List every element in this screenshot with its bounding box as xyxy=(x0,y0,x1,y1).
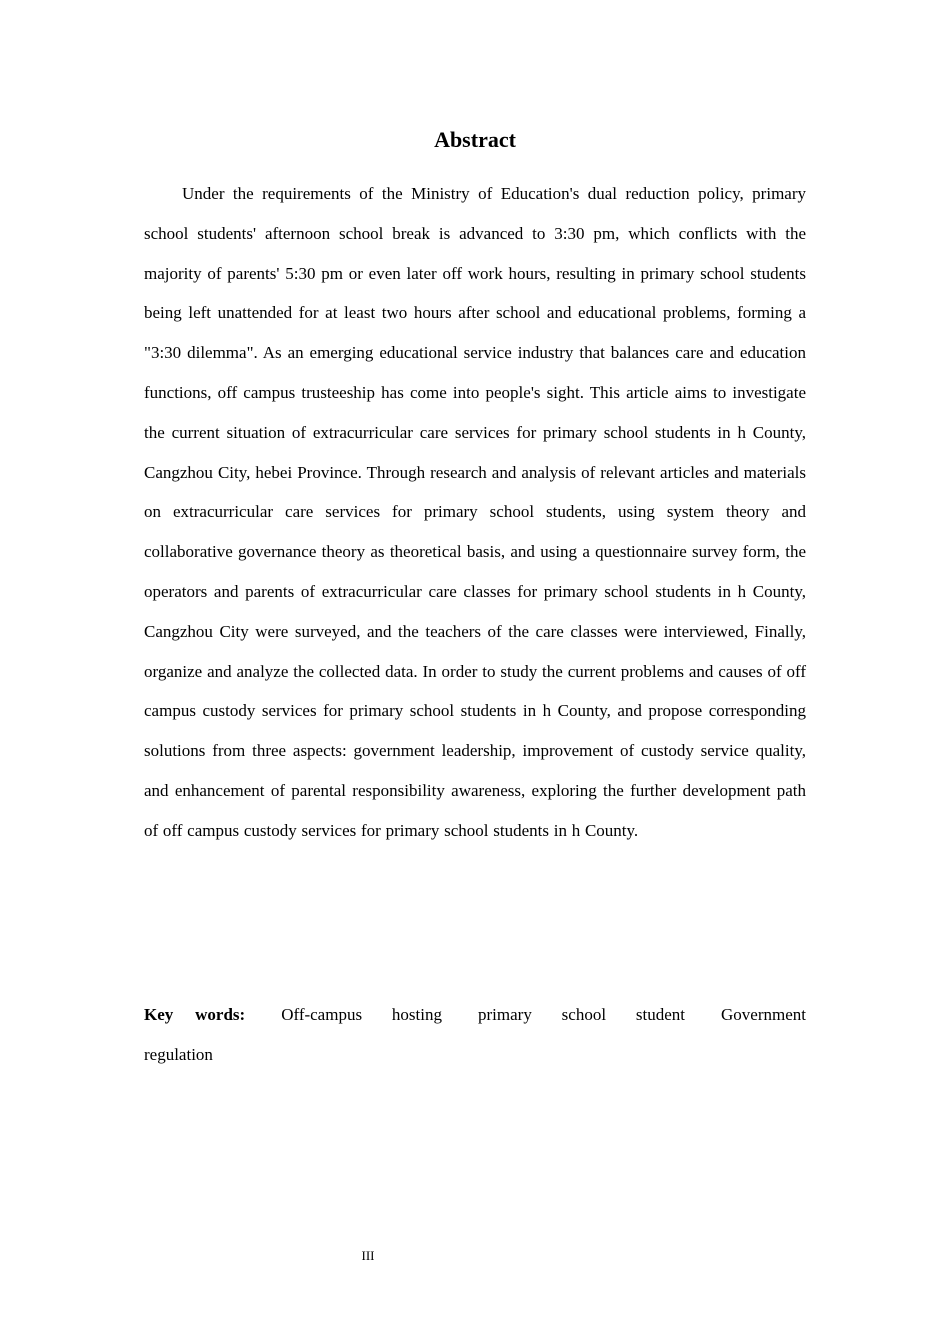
abstract-title: Abstract xyxy=(434,127,516,152)
abstract-body: Under the requirements of the Ministry of Education's dual reduction policy, primary school students' afternoon school break is advanced to 3:30 pm, which conflicts with the majority of parents' 5:30 pm or even later off work hours, resulting in primary school students being left unattended for at least two hours after school and educational problems, forming a "3:30 dilemma". As an emerging educational service industry that balances care and education functions, off campus trusteeship has come into people's sight. This article aims to investigate the current situation of extracurricular care services for primary school students in h County, Cangzhou City, hebei Province. Through research and analysis of relevant articles and materials on extracurricular care services for primary school students, using system theory and collaborative governance theory as theoretical basis, and using a questionnaire survey form, the operators and parents of extracurricular care classes for primary school students in h County, Cangzhou City were surveyed, and the teachers of the care classes were interviewed, Finally, organize and analyze the collected data. In order to study the current problems and causes of off campus custody services for primary school students in h County, and propose corresponding solutions from three aspects: government leadership, improvement of custody service quality, and enhancement of parental responsibility awareness, exploring the further development path of off campus custody services for primary school students in h County. xyxy=(144,184,806,840)
keywords-label: Key words: xyxy=(144,1005,246,1024)
keyword-item: Off-campus hosting xyxy=(281,1005,442,1024)
keywords-line xyxy=(144,995,806,1075)
page-number: III xyxy=(361,1248,375,1263)
keyword-item: Government regulation xyxy=(144,1005,807,1064)
keyword-item: primary school student xyxy=(478,1005,686,1024)
